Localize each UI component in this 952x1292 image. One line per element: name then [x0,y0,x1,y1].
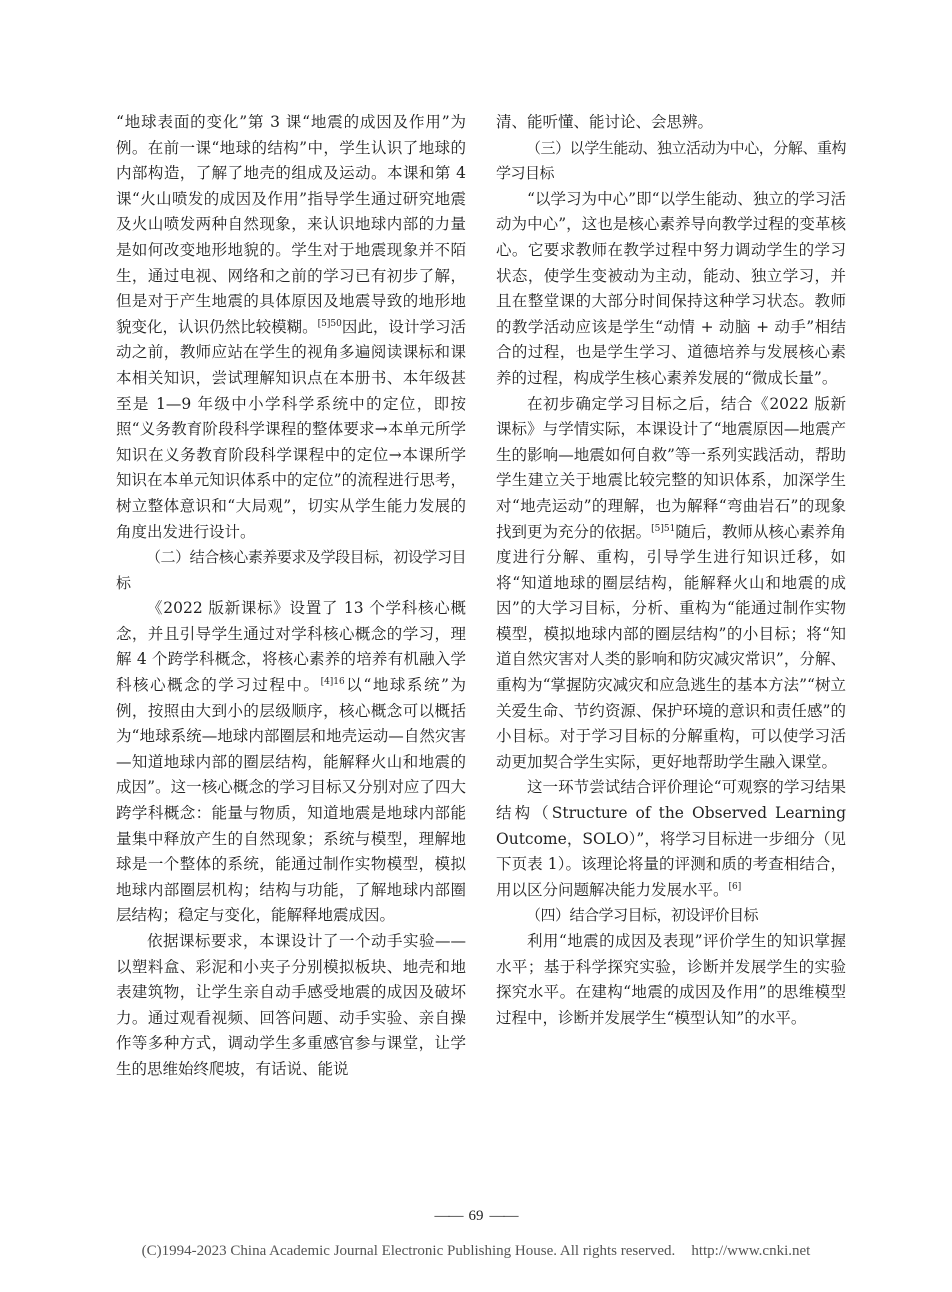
citation: [5]51 [651,523,676,534]
paragraph: 依据课标要求，本课设计了一个动手实验——以塑料盒、彩泥和小夹子分别模拟板块、地壳和地表建筑物，让学生亲自动手感受地震的成因及破坏力。通过观看视频、回答问题、动手实验、亲自操作等多种方式，调动学生多重感官参与课堂，让学生的思维始终爬坡，有话说、能说 [116,932,466,1078]
paragraph: “地球表面的变化”第 3 课“地震的成因及作用”为例。在前一课“地球的结构”中，学生认识了地球的内部构造，了解了地壳的组成及运动。本课和第 4 课“火山喷发的成因及作用”指导学生通过研究地震及火山喷发两种自然现象，来认识地球内部的力量是如何改变地形地貌的。学生对于地震现象并不陌生，通过电视、网络和之前的学习已有初步了解，但是对于产生地震的具体原因及地震导致的地形地貌变化，认识仍然比较模糊。$^{[5]50}$因此，设计学习活动之前，教师应站在学生的视角多遍阅读课标和课本相关知识，尝试理解知识点在本册书、本年级甚至是 1—9 年级中小学科学系统中的定位，即按照“义务教育阶段科学课程的整体要求→本单元所学知识在义务教育阶段科学课程中的定位→本课所学知识在本单元知识体系中的定位”的流程进行思考，树立整体意识和“大局观”，切实从学生能力发展的角度出发进行设计。 [116,113,466,541]
section-heading-2: （二）结合核心素养要求及学段目标，初设学习目标 [116,548,466,592]
paragraph: 在初步确定学习目标之后，结合《2022 版新课标》与学情实际，本课设计了“地震原因—地震产生的影响—地震如何自救”等一系列实践活动，帮助学生建立关于地震比较完整的知识体系，加深学生对“地壳运动”的理解，也为解释“弯曲岩石”的现象找到更为充分的依据。$^{[5]51}$随后，教师从核心素养角度进行分解、重构，引导学生进行知识迁移，如将“知道地球的圈层结构，能解释火山和地震的成因”的大学习目标，分析、重构为“能通过制作实物模型，模拟地球内部的圈层结构”的小目标；将“知道自然灾害对人类的影响和防灾减灾常识”，分解、重构为“掌握防灾减灾和应急逃生的基本方法”“树立关爱生命、节约资源、保护环境的意识和责任感”的小目标。对于学习目标的分解重构，可以使学习活动更加契合学生实际，更好地帮助学生融入课堂。 [496,394,846,771]
paragraph: 清、能听懂、能讨论、会思辨。 [496,113,714,131]
section-heading-4: （四）结合学习目标，初设评价目标 [526,906,759,925]
paragraph: 《2022 版新课标》设置了 13 个学科核心概念，并且引导学生通过对学科核心概念的学习，理解 4 个跨学科概念，将核心素养的培养有机融入学科核心概念的学习过程中。$^{[4]16}$以“地球系统”为例，按照由大到小的层级顺序，核心概念可以概括为“地球系统—地球内部圈层和地壳运动—自然灾害—知道地球内部的圈层结构，能解释火山和地震的成因”。这一核心概念的学习目标又分别对应了四大跨学科概念：能量与物质，知道地震是地球内部能量集中释放产生的自然现象；系统与模型，理解地球是一个整体的系统，能通过制作实物模型，模拟地球内部圈层机构；结构与功能，了解地球内部圈层结构；稳定与变化，能解释地震成因。 [116,599,466,925]
paragraph: “以学习为中心”即“以学生能动、独立的学习活动为中心”，这也是核心素养导向教学过程的变革核心。它要求教师在教学过程中努力调动学生的学习状态，使学生变被动为主动，能动、独立学习，并且在整堂课的大部分时间保持这种学习状态。教师的教学活动应该是学生“动情 + 动脑 + 动手”相结合的过程，也是学生学习、道德培养与发展核心素养的过程，构成学生核心素养发展的“微成长量”。 [496,189,846,387]
footer-url[interactable]: http://www.cnki.net [691,1243,811,1259]
citation: [5]50 [317,318,342,329]
paragraph: 利用“地震的成因及表现”评价学生的知识掌握水平；基于科学探究实验，诊断并发展学生的实验探究水平。在建构“地震的成因及作用”的思维模型过程中，诊断并发展学生“模型认知”的水平。 [496,932,846,1027]
citation: [6] [728,881,742,892]
citation: [4]16 [320,676,345,687]
paragraph: 这一环节尝试结合评价理论“可观察的学习结果结构（Structure of the Observed Learning Outcome，SOLO）”，将学习目标进一步细分（见下页表 1）。该理论将量的评测和质的考查相结合，用以区分问题解决能力发展水平。[6] [496,778,846,899]
right-column [496,110,846,1031]
section-heading-3: （三）以学生能动、独立活动为中心，分解、重构学习目标 [496,138,846,183]
copyright-footer [0,1243,952,1260]
dash-left: —— [434,1208,463,1224]
copyright-text: (C)1994-2023 China Academic Journal Electronic Publishing House. All rights reserved. [141,1243,676,1259]
page-number: —— 69 —— [434,1208,518,1224]
left-column [116,110,466,1083]
dash-right: —— [489,1208,518,1224]
